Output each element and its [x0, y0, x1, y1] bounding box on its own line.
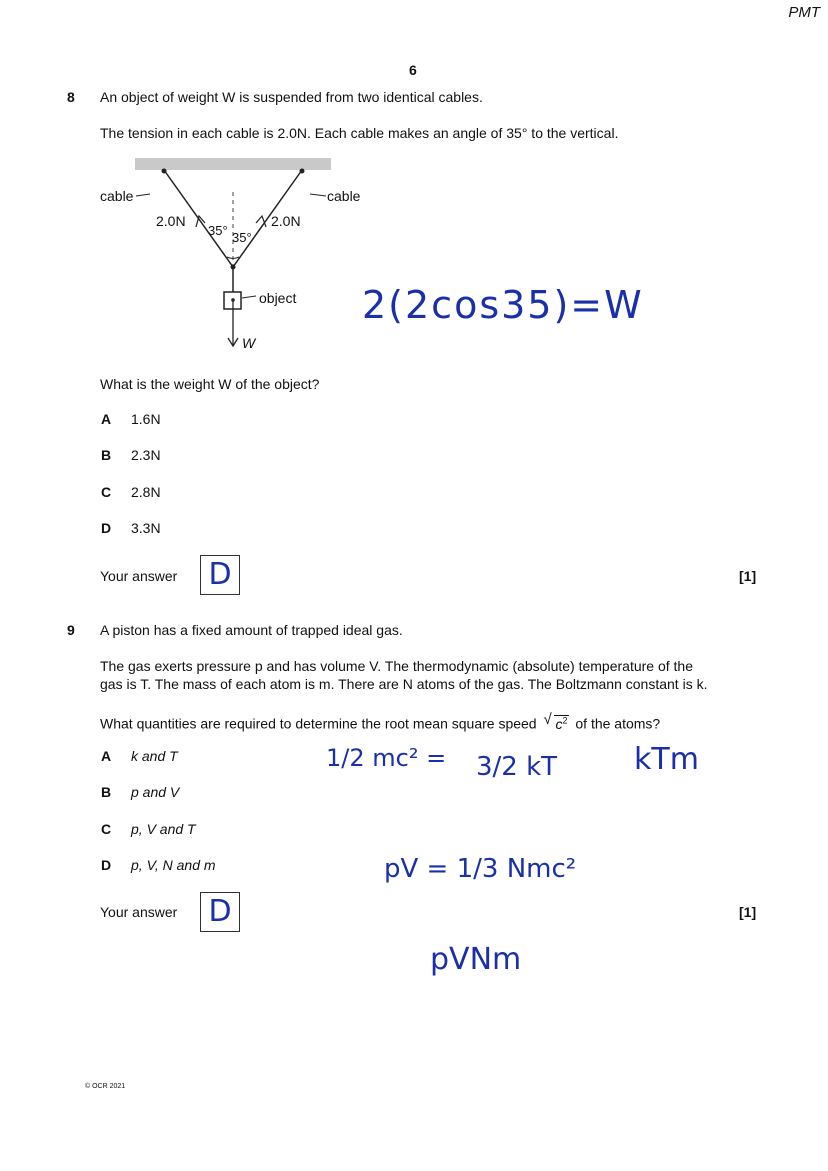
cable-diagram [90, 150, 390, 360]
q9-stem-2a: The gas exerts pressure p and has volume V. The thermodynamic (absolute) temperature of the [100, 658, 693, 674]
q9-number: 9 [67, 622, 75, 638]
q9-option-d-letter: D [101, 857, 112, 873]
label-tension-right: 2.0N [271, 213, 301, 229]
tension-arrow-right [256, 216, 266, 227]
q9-handwritten-answer: D [208, 894, 232, 929]
q9-option-a-text: k and T [131, 748, 178, 764]
q9-option-b-letter: B [101, 784, 112, 800]
q9-option-c-letter: C [101, 821, 112, 837]
label-weight: W [242, 335, 256, 351]
q9-question [100, 712, 660, 733]
q9-hand-eq1-left: 1/2 mc² = [326, 744, 447, 772]
q8-stem-2: The tension in each cable is 2.0N. Each cable makes an angle of 35° to the vertical. [100, 125, 619, 141]
q9-hand-eq2: pV = 1/3 Nmc² [384, 854, 577, 884]
q9-answer-label: Your answer [100, 904, 178, 920]
q9-answer-box[interactable] [200, 892, 240, 932]
q8-option-b-text: 2.3N [131, 447, 161, 463]
label-angle-right: 35° [232, 230, 252, 245]
q8-stem-1: An object of weight W is suspended from two identical cables. [100, 89, 483, 105]
label-cable-left: cable [100, 188, 134, 204]
q8-handwritten-work: 2(2cos35)=W [362, 283, 644, 327]
page-number: 6 [409, 62, 417, 78]
q8-option-a-letter: A [101, 411, 112, 427]
q9-marks: [1] [739, 904, 757, 920]
q9-option-a-letter: A [101, 748, 112, 764]
q8-option-d-letter: D [101, 520, 112, 536]
q8-question: What is the weight W of the object? [100, 376, 320, 392]
copyright: © OCR 2021 [85, 1083, 126, 1090]
label-tension-left: 2.0N [156, 213, 186, 229]
q9-question-pre: What quantities are required to determine the root mean square speed [100, 715, 537, 732]
q9-option-c-text: p, V and T [131, 821, 196, 837]
q9-hand-eq1-right: 3/2 kT [476, 752, 558, 782]
q9-stem-2b: gas is T. The mass of each atom is m. There are N atoms of the gas. The Boltzmann constant is k. [100, 676, 708, 692]
ceiling-bar [135, 158, 331, 170]
q9-hand-note1: kTm [634, 742, 699, 777]
q8-number: 8 [67, 89, 75, 105]
q9-option-d-text: p, V, N and m [131, 857, 216, 873]
q8-option-a-text: 1.6N [131, 411, 161, 427]
label-cable-right: cable [327, 188, 361, 204]
corner-label: PMT [788, 4, 820, 21]
q8-answer-label: Your answer [100, 568, 178, 584]
q8-option-c-letter: C [101, 484, 112, 500]
q8-answer-box[interactable] [200, 555, 240, 595]
q9-hand-note2: pVNm [430, 942, 522, 977]
q8-option-c-text: 2.8N [131, 484, 161, 500]
q9-question-post: of the atoms? [575, 715, 661, 732]
label-angle-left: 35° [208, 223, 228, 238]
rms-speed-symbol: √ $c^2$ [543, 711, 568, 732]
q8-handwritten-answer: D [208, 557, 232, 592]
q8-marks: [1] [739, 568, 757, 584]
label-object: object [259, 290, 297, 306]
q8-option-d-text: 3.3N [131, 520, 161, 536]
q9-stem-1: A piston has a fixed amount of trapped ideal gas. [100, 622, 403, 638]
q8-option-b-letter: B [101, 447, 112, 463]
q9-option-b-text: p and V [131, 784, 180, 800]
